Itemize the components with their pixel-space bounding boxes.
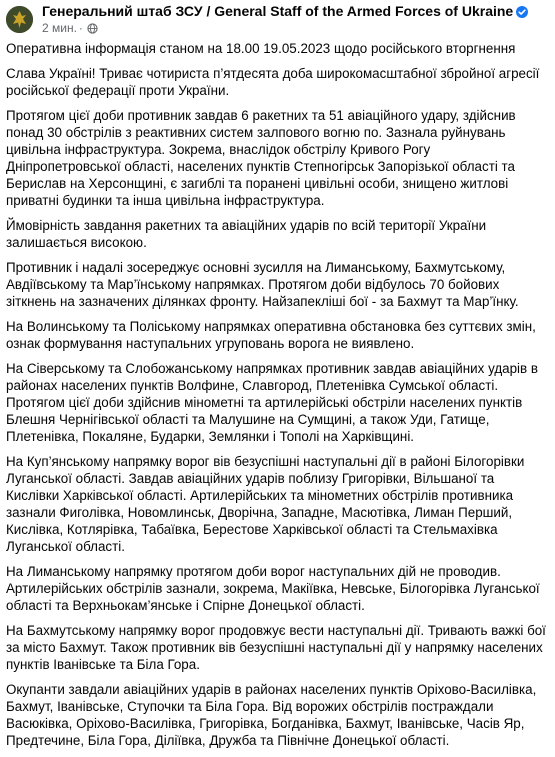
emblem-icon [6,6,33,33]
post-paragraph: Ймовірність завдання ракетних та авіаційних ударів по всій території України залишається високою. [6,218,487,250]
post-paragraph: На Куп’янському напрямку ворог вів безуспішні наступальні дії в районі Білогорівки Луганської області. Завдав авіаційних ударів поблизу Григорівки, Вільшаної та Кислівки Харківської області. Артилерійських та мінометних обстрілів противника зазнали Фиголівка, Новомлинськ, Дворічна, Западне, Масютівка, Лиман Перший, Кислівка, Котлярівка, Табаївка, Берестове Харківської області та Стельмахівка Луганської області. [6,454,525,554]
post-paragraph: Слава Україні! Триває чотириста п’ятдесята доба широкомасштабної збройної агресії російської федерації проти України. [6,66,540,98]
post-paragraph: На Лиманському напрямку протягом доби ворог наступальних дій не проводив. Артилерійських обстрілів зазнали, зокрема, Макіївка, Невське, Білогорівка Луганської області та Верхньокам’янське і Спірне Донецької області. [6,564,540,613]
author-row [42,3,528,21]
page-avatar[interactable] [6,6,33,33]
post-paragraph: Противник і надалі зосереджує основні зусилля на Лиманському, Бахмутському, Авдіївському та Мар’їнському напрямках. Протягом доби відбулось 70 бойових зіткнень на зазначених ділянках фронту. Найзапекліші бої - за Бахмут та Мар’їнку. [6,260,519,309]
post-header [0,0,555,40]
post-paragraph: На Сіверському та Слобожанському напрямках противник завдав авіаційних ударів в районах населених пунктів Волфине, Славгород, Плетенівка Сумської області. Протягом цієї доби здійснив мінометні та артилерійські обстріли населених пунктів Блешня Чернігівської області та Малушине на Сумщині, а також Уди, Гатище, Плетенівка, Покаляне, Бударки, Землянки і Тополі на Харківщині. [6,361,538,444]
page-name-link[interactable]: Генеральний штаб ЗСУ / General Staff of the Armed Forces of Ukraine [42,3,514,19]
post-timestamp[interactable]: 2 мин. [42,21,77,35]
post-paragraph: Протягом цієї доби противник завдав 6 ракетних та 51 авіаційного удару, здійснив понад 30 обстрілів з реактивних систем залпового вогню по. Зазнала руйнувань цивільна інфраструктура. Зокрема, внаслідок обстрілу Кривого Рогу Дніпропетровської області, населених пунктів Степногірськ Запорізької області та Берислав на Херсонщині, є загиблі та поранені цивільні особи, знищено житлові приватні будинки та інша цивільна інфраструктура. [6,108,516,208]
post-paragraph: Окупанти завдали авіаційних ударів в районах населених пунктів Оріхово-Василівка, Бахмут, Іванівське, Ступочки та Біла Гора. Від ворожих обстрілів постраждали Васюківка, Оріхово-Василівка, Григорівка, Богданівка, Бахмут, Іванівське, Часів Яр, Предтечине, Біла Гора, Діліївка, Дружба та Північне Донецької області. [6,682,537,748]
meta-separator: · [78,21,83,35]
post-paragraph: На Бахмутському напрямку ворог продовжує вести наступальні дії. Тривають важкі бої за місто Бахмут. Також противник вів безуспішні наступальні дії у напрямку населених пунктів Іванівське та Біла Гора. [6,623,546,672]
post-body [6,40,546,757]
report-title: Оперативна інформація станом на 18.00 19.05.2023 щодо російського вторгнення [6,41,516,56]
post-paragraph: На Волинському та Поліському напрямках оперативна обстановка без суттєвих змін, ознак формування наступальних угруповань ворога не виявлено. [6,319,536,351]
verified-badge-icon [516,5,528,21]
globe-icon[interactable] [87,23,98,37]
post-meta [42,21,98,37]
